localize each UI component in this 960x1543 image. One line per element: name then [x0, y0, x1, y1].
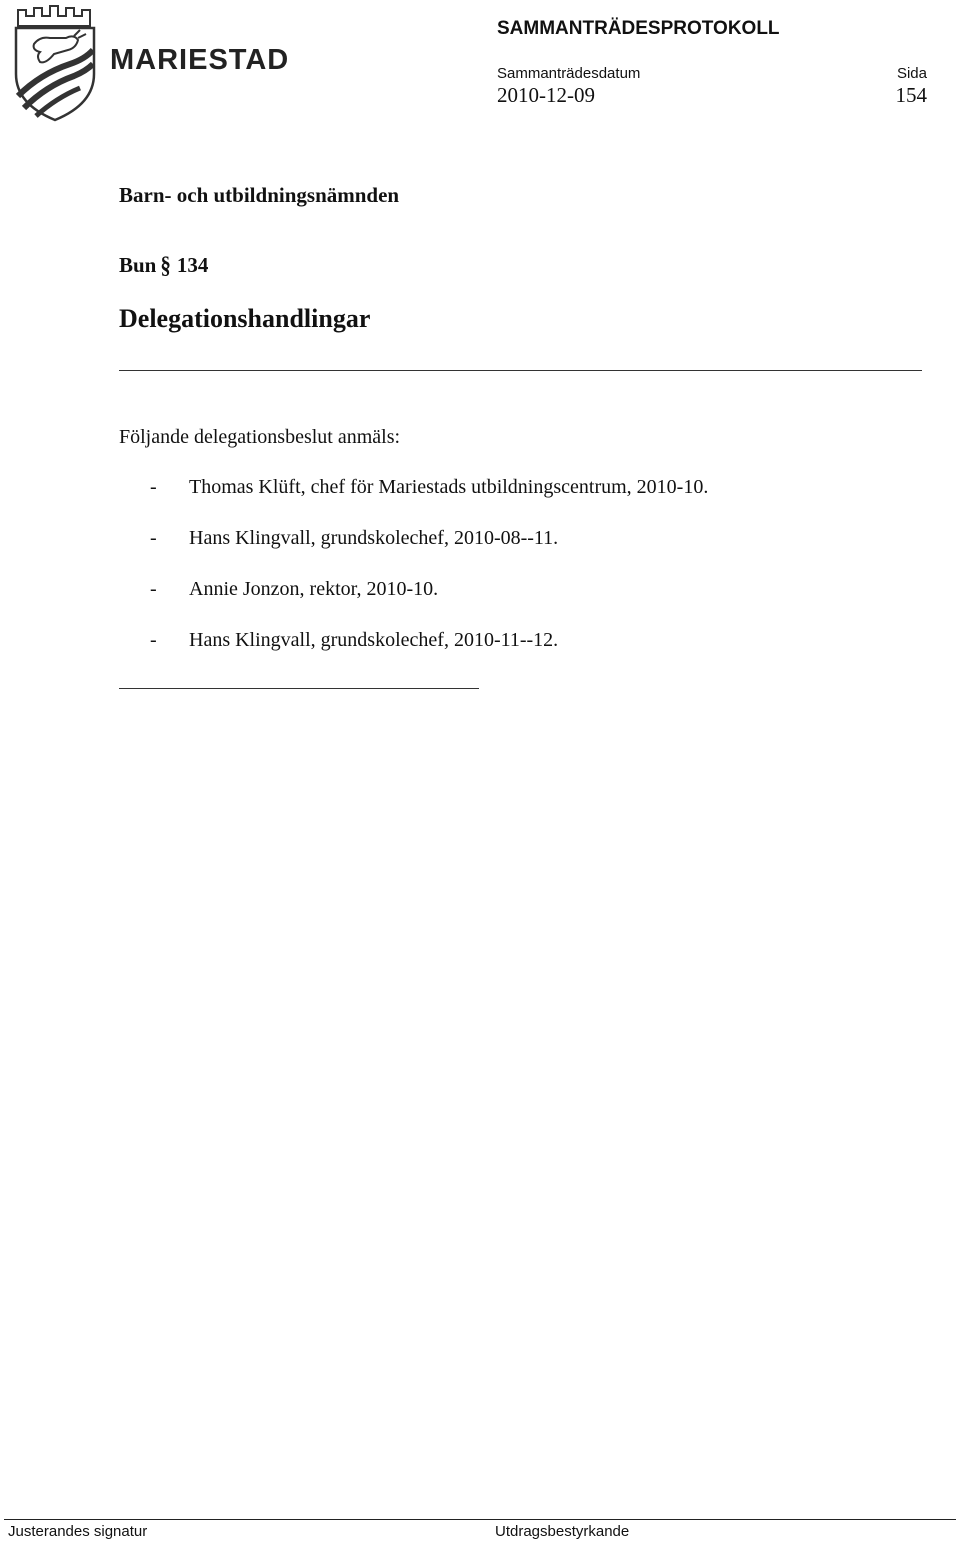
agenda-heading: Delegationshandlingar	[119, 304, 371, 333]
page-number: 154	[895, 83, 927, 107]
page-label: Sida	[896, 65, 927, 82]
paragraph-reference	[119, 253, 208, 278]
heading-divider	[119, 370, 922, 371]
paragraph-number: 134	[176, 253, 209, 277]
committee-name: Barn- och utbildningsnämnden	[119, 183, 400, 207]
intro-text: Följande delegationsbeslut anmäls:	[119, 426, 401, 448]
list-dash: -	[150, 578, 157, 600]
footer-signature-label: Justerandes signatur	[8, 1523, 148, 1540]
delegation-list	[150, 476, 708, 680]
section-symbol: §	[160, 251, 171, 279]
list-item	[150, 578, 708, 629]
list-item-text: Hans Klingvall, grundskolechef, 2010-11--12.	[189, 629, 559, 651]
end-divider	[119, 688, 479, 689]
paragraph-prefix: Bun	[119, 253, 157, 277]
meeting-date-label: Sammanträdesdatum	[497, 65, 641, 82]
list-item	[150, 476, 708, 527]
coat-of-arms-icon	[10, 4, 105, 124]
mariestad-logo	[10, 4, 290, 124]
list-item-text: Thomas Klüft, chef för Mariestads utbildningscentrum, 2010-10.	[189, 476, 709, 498]
footer-divider	[4, 1519, 956, 1520]
list-item	[150, 527, 708, 578]
list-dash: -	[150, 629, 157, 651]
meeting-date: 2010-12-09	[497, 83, 595, 107]
logo-wordmark: MARIESTAD	[110, 44, 290, 76]
list-item-text: Annie Jonzon, rektor, 2010-10.	[189, 578, 439, 600]
document-type-title: SAMMANTRÄDESPROTOKOLL	[497, 18, 780, 39]
footer-certification-label: Utdragsbestyrkande	[495, 1523, 630, 1540]
list-dash: -	[150, 527, 157, 549]
list-item-text: Hans Klingvall, grundskolechef, 2010-08--11.	[189, 527, 559, 549]
list-item	[150, 629, 708, 680]
list-dash: -	[150, 476, 157, 498]
